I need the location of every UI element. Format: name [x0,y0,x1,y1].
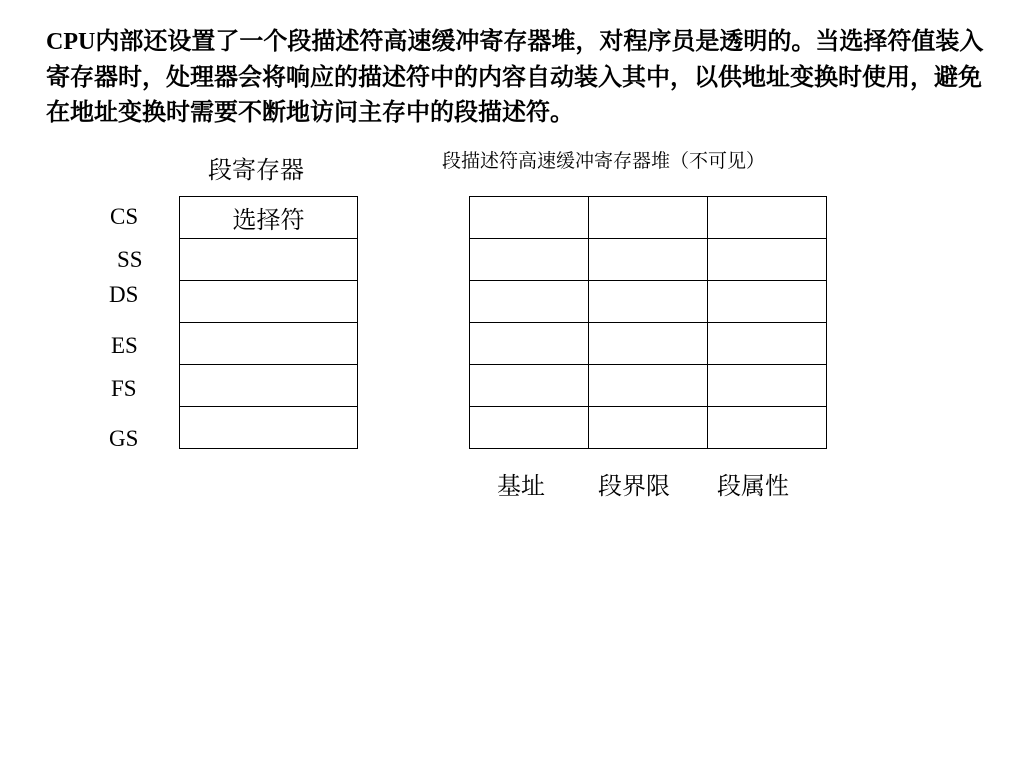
column-label-attribute: 段属性 [717,472,789,500]
attribute-cell [708,323,827,365]
limit-cell [589,197,708,239]
descriptor-cache-row [470,407,827,449]
descriptor-cache-table [469,196,827,449]
base-cell [470,197,589,239]
segment-register-row [180,365,358,407]
column-label-limit: 段界限 [598,472,670,500]
selector-cell [180,239,358,281]
selector-cell [180,281,358,323]
segment-register-table [179,196,358,449]
base-cell [470,281,589,323]
register-label-ss: SS [117,247,143,272]
description-paragraph [46,24,986,130]
selector-cell [180,365,358,407]
segment-register-row [180,281,358,323]
descriptor-cache-row [470,281,827,323]
attribute-cell [708,365,827,407]
base-cell [470,407,589,449]
register-label-fs: FS [111,376,137,401]
descriptor-cache-row [470,197,827,239]
segment-register-row [180,407,358,449]
segment-register-row [180,323,358,365]
segment-register-row [180,197,358,239]
attribute-cell [708,407,827,449]
column-label-base: 基址 [497,472,545,500]
descriptor-cache-row [470,365,827,407]
register-label-ds: DS [109,282,139,307]
limit-cell [589,365,708,407]
base-cell [470,323,589,365]
descriptor-cache-row [470,323,827,365]
attribute-cell [708,239,827,281]
descriptor-cache-row [470,239,827,281]
base-cell [470,365,589,407]
segment-register-row [180,239,358,281]
register-label-es: ES [111,333,138,358]
description-lead: CPU [46,29,96,55]
limit-cell [589,281,708,323]
register-label-gs: GS [109,426,139,451]
register-label-cs: CS [110,204,139,229]
limit-cell [589,407,708,449]
description-text: 内部还设置了一个段描述符高速缓冲寄存器堆，对程序员是透明的。当选择符值装入寄存器时，处理器会将响应的描述符中的内容自动装入其中，以供地址变换时使用，避免在地址变换时需要不断地访问主存中的段描述符。 [46,27,984,126]
limit-cell [589,323,708,365]
selector-cell [180,407,358,449]
descriptor-cache-title: 段描述符高速缓冲寄存器堆（不可见） [442,150,766,172]
segment-registers-title: 段寄存器 [208,156,304,184]
attribute-cell [708,281,827,323]
selector-cell [180,323,358,365]
selector-cell: 选择符 [180,197,358,239]
attribute-cell [708,197,827,239]
limit-cell [589,239,708,281]
base-cell [470,239,589,281]
